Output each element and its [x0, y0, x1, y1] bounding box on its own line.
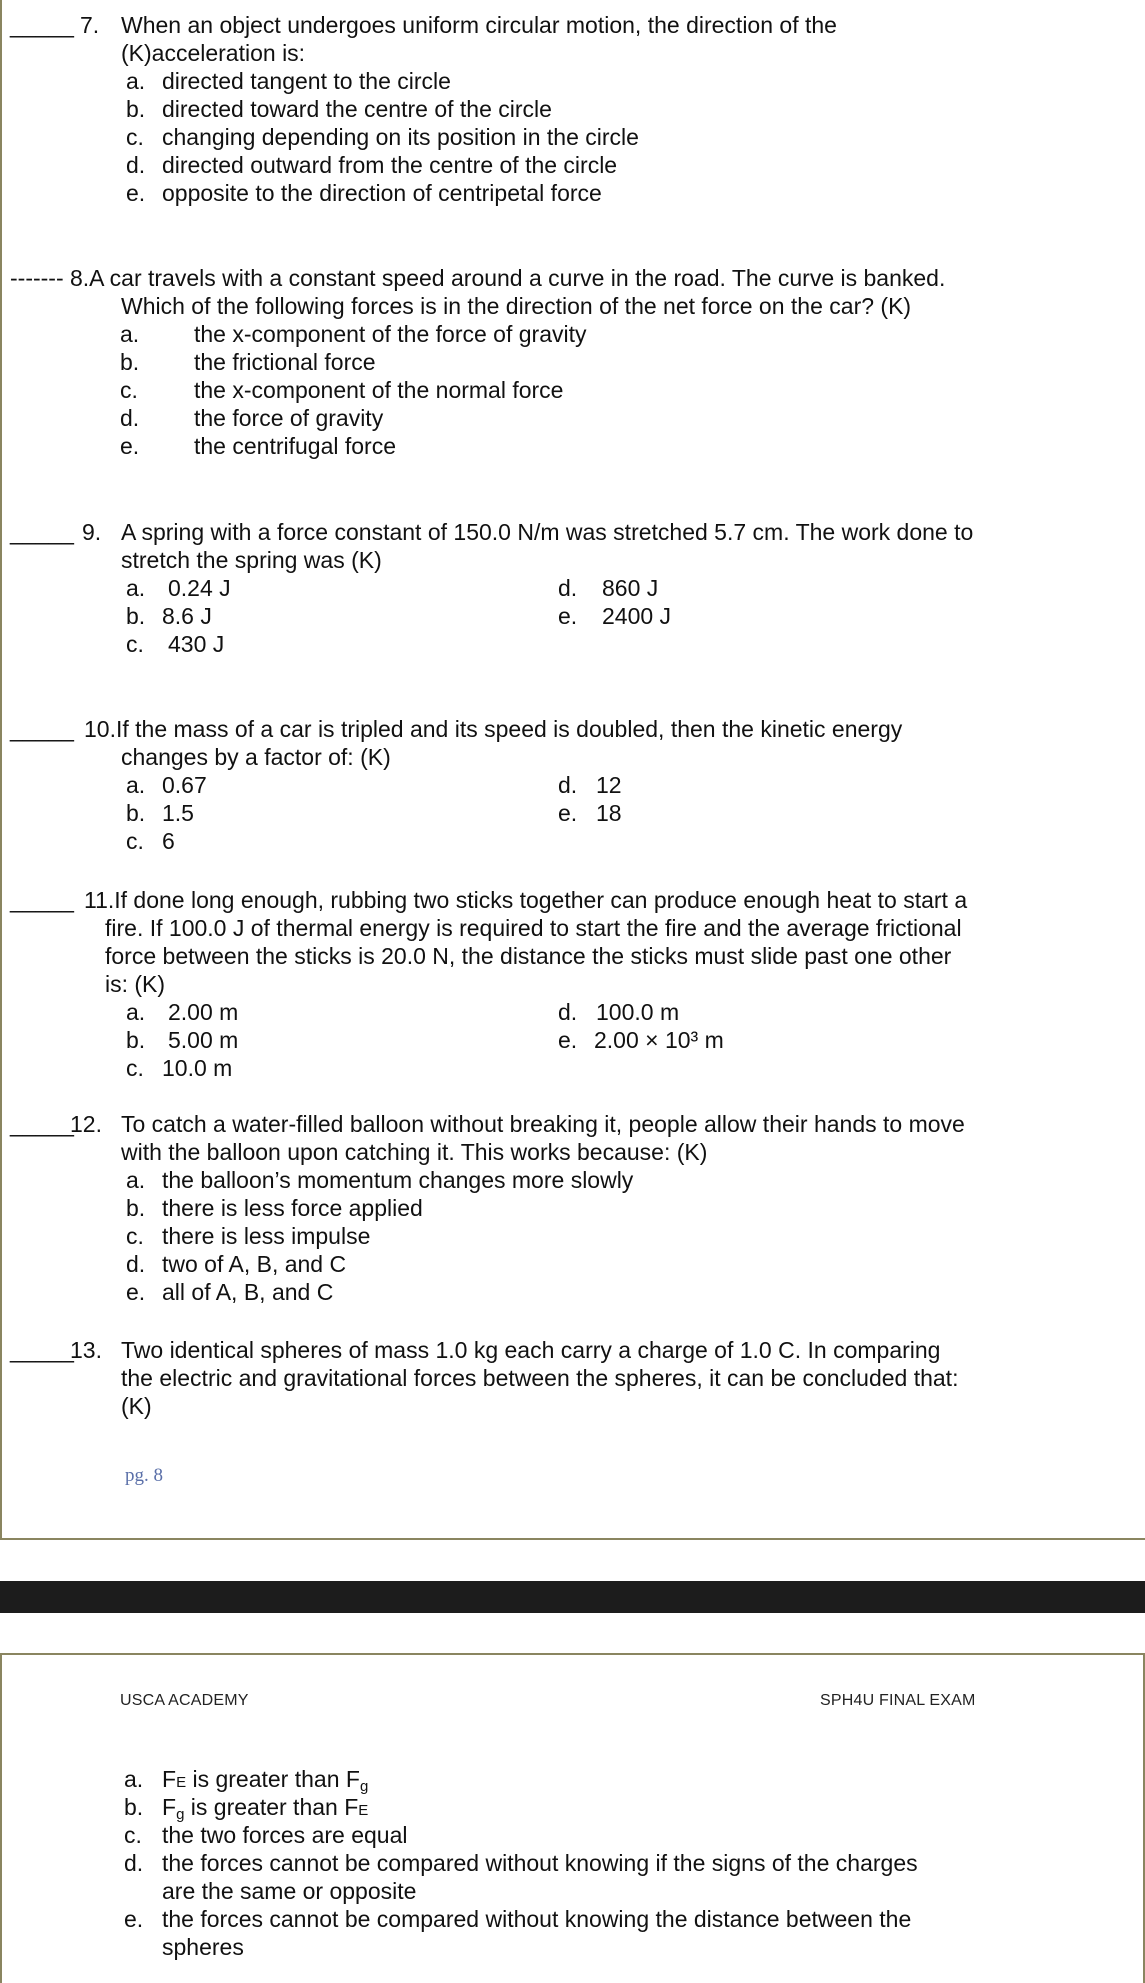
option-text: two of A, B, and C — [162, 1251, 347, 1277]
option-text: 0.67 — [162, 772, 207, 798]
option-text: 10.0 m — [162, 1055, 233, 1081]
option-text: 430 J — [168, 631, 225, 657]
option-text: the x-component of the normal force — [194, 377, 564, 403]
question-stem: 10.If the mass of a car is tripled and its speed is doubled, then the kinetic energy — [84, 716, 903, 742]
option-letter: a. — [126, 575, 146, 601]
question-stem: 11.If done long enough, rubbing two sticks together can produce enough heat to start a — [84, 887, 968, 913]
option-letter: b. — [126, 800, 146, 826]
option-letter: e. — [558, 800, 578, 826]
question-number: 12. — [70, 1111, 102, 1137]
option-letter: a. — [126, 772, 146, 798]
option-text: 0.24 J — [168, 575, 231, 601]
option-text: spheres — [162, 1934, 244, 1960]
option-text: 1.5 — [162, 800, 194, 826]
question-stem: ------- 8.A car travels with a constant speed around a curve in the road. The curve is banked. — [10, 265, 946, 291]
answer-blank-q10[interactable]: _____ — [10, 716, 74, 742]
answer-blank-q9[interactable]: _____ — [10, 519, 74, 545]
option-text: the balloon’s momentum changes more slowly — [162, 1167, 634, 1193]
option-letter: d. — [558, 772, 578, 798]
option-letter: e. — [558, 1027, 578, 1053]
option-letter: d. — [558, 999, 578, 1025]
question-stem: (K)acceleration is: — [121, 40, 306, 66]
option-text: changing depending on its position in the circle — [162, 124, 639, 150]
option-text: opposite to the direction of centripetal force — [162, 180, 602, 206]
option-letter: a. — [126, 999, 146, 1025]
option-text: directed outward from the centre of the circle — [162, 152, 618, 178]
question-stem: A spring with a force constant of 150.0 N/m was stretched 5.7 cm. The work done to — [121, 519, 974, 545]
question-stem: Two identical spheres of mass 1.0 kg each carry a charge of 1.0 C. In comparing — [121, 1337, 941, 1363]
option-text: 8.6 J — [162, 603, 212, 629]
option-text: 100.0 m — [596, 999, 680, 1025]
option-text: 12 — [596, 772, 622, 798]
option-letter: c. — [126, 1055, 144, 1081]
option-letter: c. — [126, 1223, 144, 1249]
option-letter: c. — [126, 124, 144, 150]
option-text: directed toward the centre of the circle — [162, 96, 552, 122]
answer-blank-q12[interactable]: _____ — [10, 1111, 74, 1137]
option-letter: b. — [126, 603, 146, 629]
question-number: 7. — [80, 12, 100, 38]
option-text: 2400 J — [602, 603, 672, 629]
option-text: 6 — [162, 828, 175, 854]
question-stem: (K) — [121, 1393, 152, 1419]
option-letter: d. — [124, 1850, 144, 1876]
option-letter: c. — [120, 377, 138, 403]
question-stem: To catch a water-filled balloon without breaking it, people allow their hands to move — [121, 1111, 965, 1137]
option-letter: e. — [120, 433, 140, 459]
option-text: $F_g$ is greater than FE — [162, 1794, 369, 1823]
option-text: 5.00 m — [168, 1027, 239, 1053]
option-text: the centrifugal force — [194, 433, 397, 459]
option-letter: a. — [126, 68, 146, 94]
header-exam-title: SPH4U FINAL EXAM — [820, 1692, 976, 1709]
option-text: there is less impulse — [162, 1223, 371, 1249]
option-letter: e. — [124, 1906, 144, 1932]
option-letter: b. — [120, 349, 140, 375]
page-number: pg. 8 — [125, 1465, 163, 1486]
answer-blank-q13[interactable]: _____ — [10, 1337, 74, 1363]
option-letter: e. — [558, 603, 578, 629]
option-letter: d. — [120, 405, 140, 431]
option-text: there is less force applied — [162, 1195, 423, 1221]
option-text: the forces cannot be compared without knowing the distance between the — [162, 1906, 912, 1932]
option-text: 18 — [596, 800, 622, 826]
option-text: 860 J — [602, 575, 659, 601]
question-stem: fire. If 100.0 J of thermal energy is required to start the fire and the average frictional — [105, 915, 962, 941]
question-stem: changes by a factor of: (K) — [121, 744, 391, 770]
option-text: all of A, B, and C — [162, 1279, 334, 1305]
option-letter: b. — [126, 96, 146, 122]
question-stem: the electric and gravitational forces between the spheres, it can be concluded that: — [121, 1365, 959, 1391]
option-letter: c. — [124, 1822, 142, 1848]
option-text: are the same or opposite — [162, 1878, 417, 1904]
option-letter: e. — [126, 1279, 146, 1305]
question-number: 9. — [82, 519, 102, 545]
answer-blank-q7[interactable]: _____ — [10, 12, 74, 38]
question-stem: is: (K) — [105, 971, 166, 997]
question-stem: force between the sticks is 20.0 N, the distance the sticks must slide past one other — [105, 943, 952, 969]
option-text: the x-component of the force of gravity — [194, 321, 587, 347]
question-stem: When an object undergoes uniform circular motion, the direction of the — [121, 12, 837, 38]
header-school: USCA ACADEMY — [120, 1692, 249, 1709]
exam-page-9 — [0, 1653, 1145, 1983]
option-text: the forces cannot be compared without knowing if the signs of the charges — [162, 1850, 918, 1876]
option-letter: d. — [126, 1251, 146, 1277]
option-letter: d. — [126, 152, 146, 178]
option-letter: a. — [126, 1167, 146, 1193]
question-stem: with the balloon upon catching it. This works because: (K) — [121, 1139, 708, 1165]
option-letter: c. — [126, 828, 144, 854]
question-stem: Which of the following forces is in the direction of the net force on the car? (K) — [121, 293, 912, 319]
option-text: the force of gravity — [194, 405, 384, 431]
option-text: FE is greater than $F_g$ — [162, 1766, 369, 1795]
option-letter: a. — [120, 321, 140, 347]
option-letter: b. — [126, 1027, 146, 1053]
option-letter: b. — [126, 1195, 146, 1221]
option-letter: a. — [124, 1766, 144, 1792]
option-text: directed tangent to the circle — [162, 68, 451, 94]
question-number: 13. — [70, 1337, 102, 1363]
option-text: the two forces are equal — [162, 1822, 408, 1848]
option-letter: e. — [126, 180, 146, 206]
option-letter: b. — [124, 1794, 144, 1820]
option-letter: d. — [558, 575, 578, 601]
page-separator — [0, 1581, 1145, 1613]
option-letter: c. — [126, 631, 144, 657]
question-stem: stretch the spring was (K) — [121, 547, 382, 573]
option-text: 2.00 × 10³ m — [594, 1027, 724, 1053]
answer-blank-q11[interactable]: _____ — [10, 887, 74, 913]
option-text: the frictional force — [194, 349, 376, 375]
option-text: 2.00 m — [168, 999, 239, 1025]
